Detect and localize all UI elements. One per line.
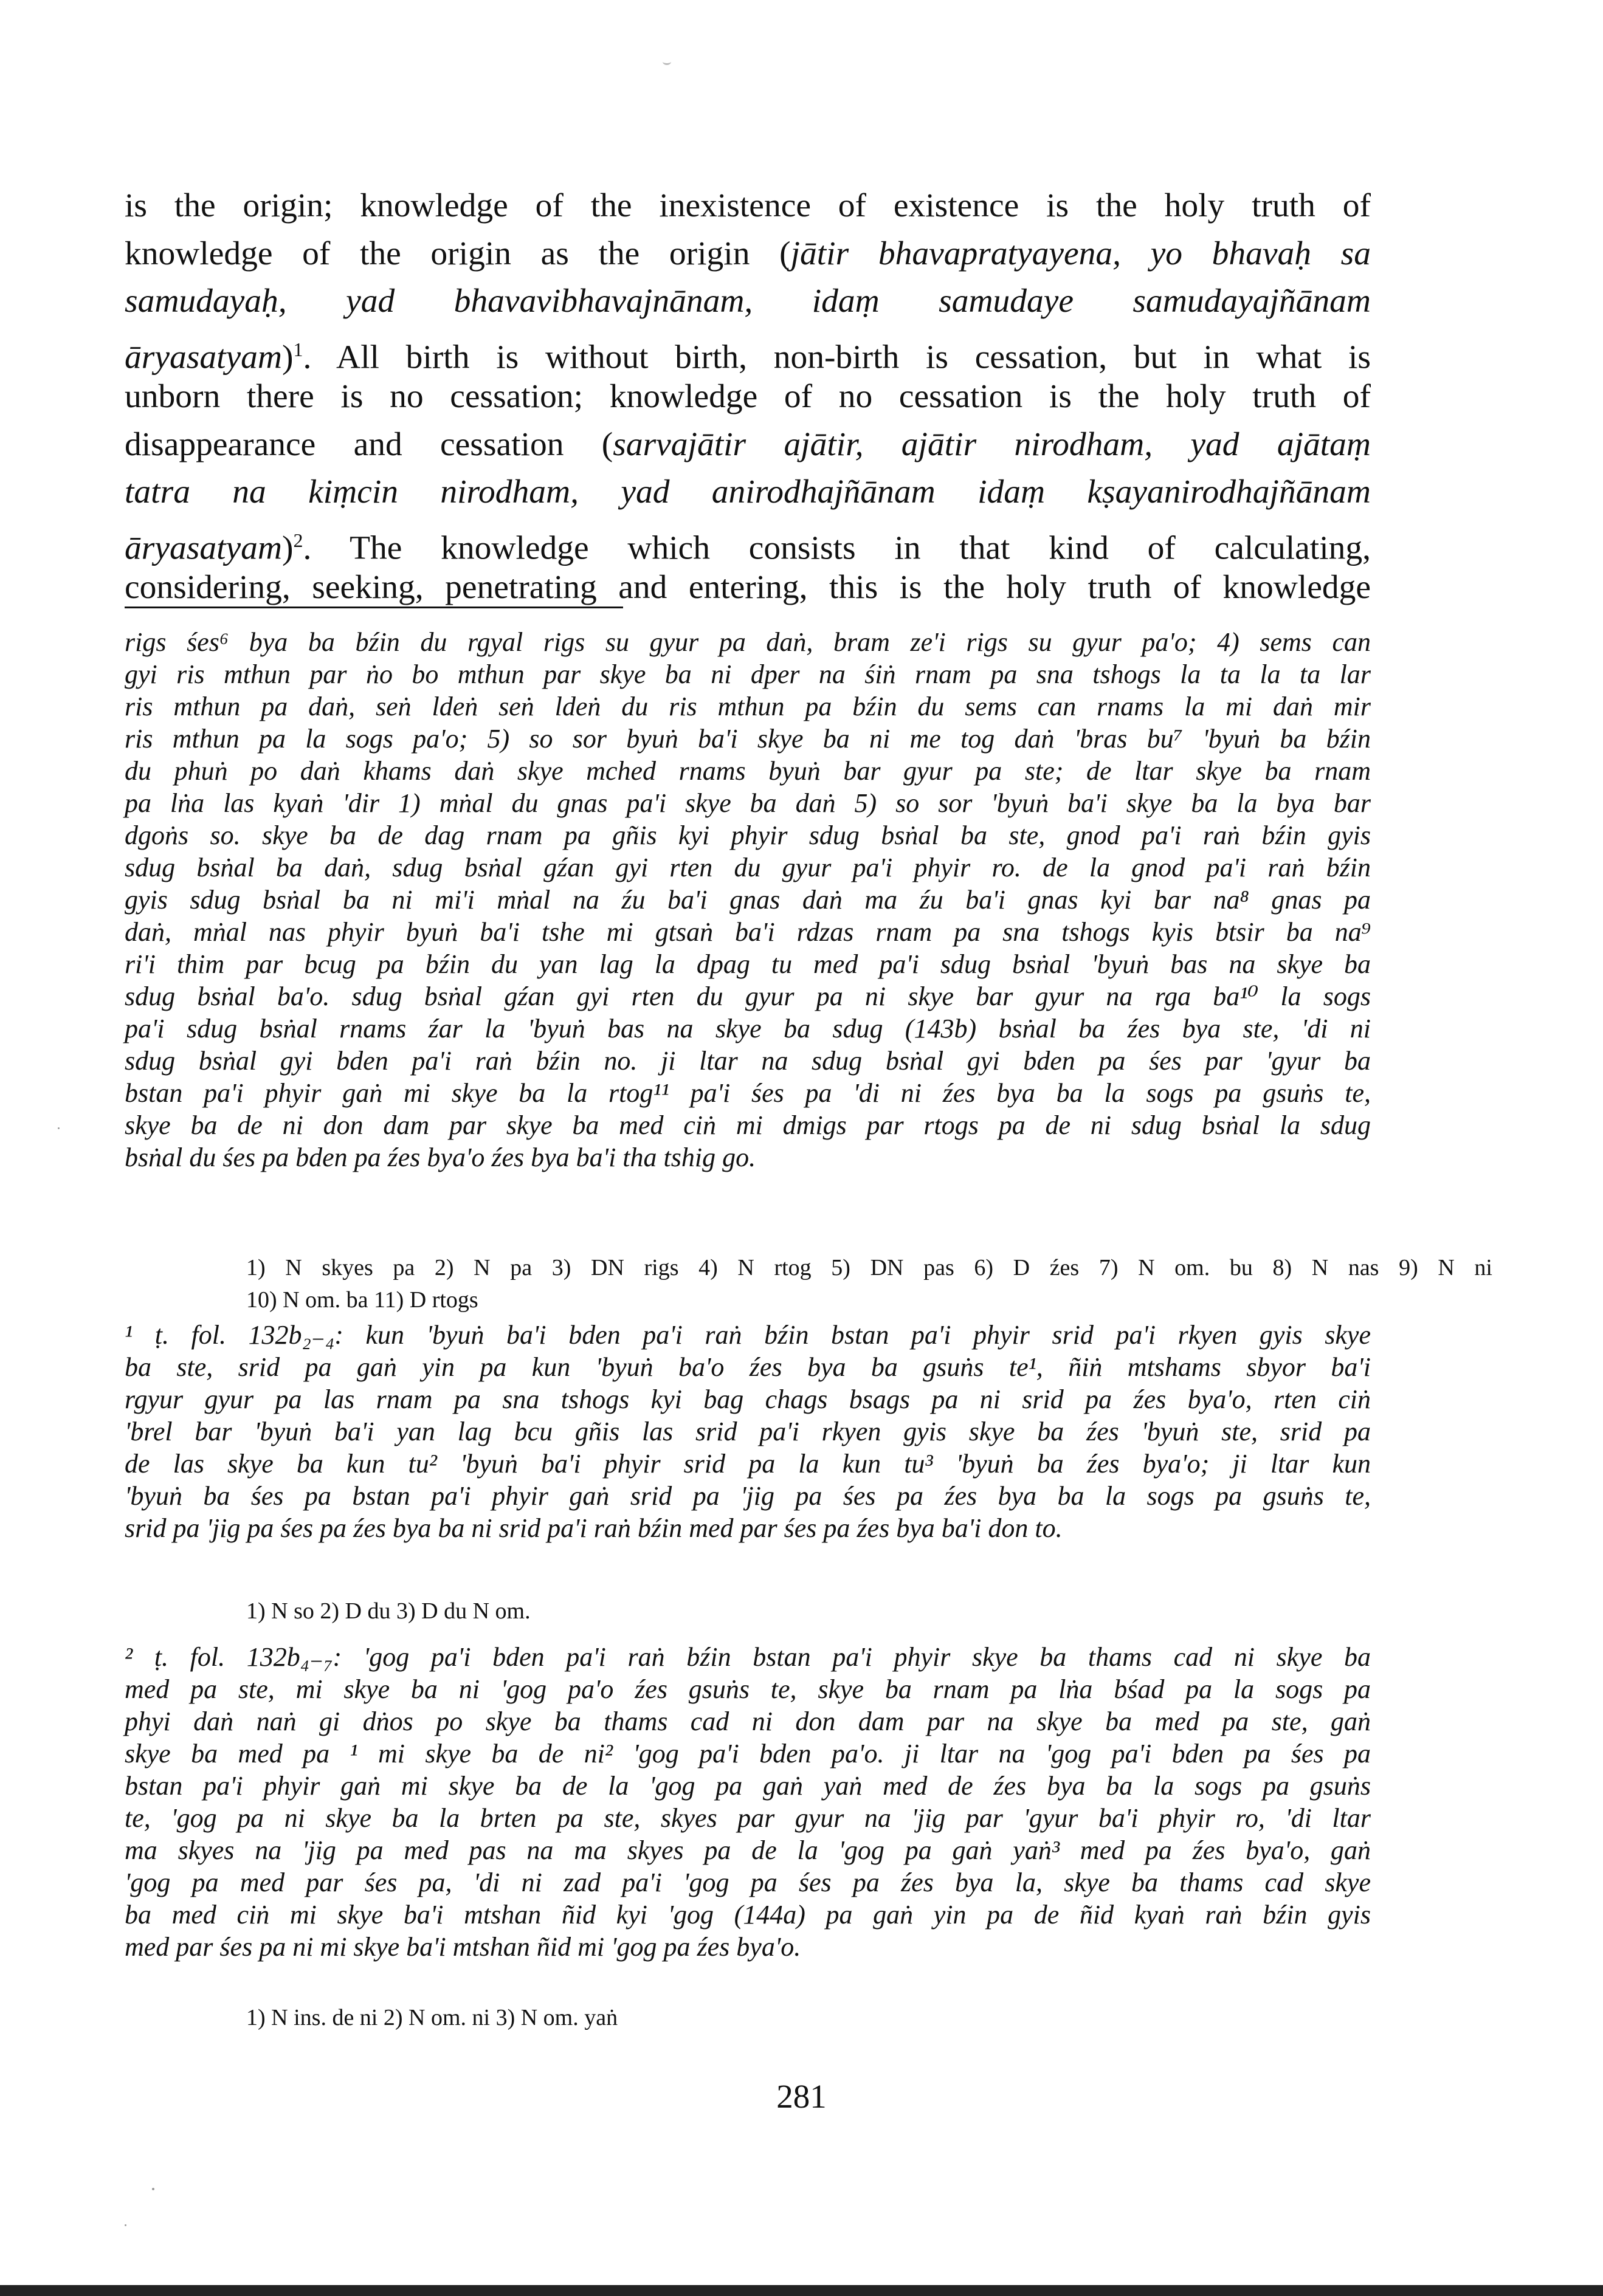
- main-line: considering, seeking, penetrating and entering, this is the holy truth of knowledge: [125, 569, 1371, 606]
- footnote-line: ² ṭ. fol. 132b₄₋₇: 'gog pa'i bden pa'i raṅ bźin bstan pa'i phyir skye ba thams cad ni skye ba: [125, 1642, 1371, 1672]
- main-text: [125, 182, 1371, 612]
- main-line: unborn there is no cessation; knowledge of no cessation is the holy truth of: [125, 378, 1371, 415]
- footnote-line: ba ste, srid pa gaṅ yin pa kun 'byuṅ ba'o źes bya ba gsuṅs te¹, ñiṅ mtshams sbyor ba'i: [125, 1352, 1371, 1382]
- scan-speck: [152, 2188, 154, 2190]
- footnote-line: daṅ, mṅal nas phyir byuṅ ba'i tshe mi gtsaṅ ba'i rdzas rnam pa sna tshogs kyis btsir ba na⁹: [125, 917, 1371, 947]
- footnote-line: rigs śes⁶ bya ba bźin du rgyal rigs su gyur pa daṅ, bram ze'i rigs su gyur pa'o; 4) sems can: [125, 627, 1371, 657]
- variant-line: 1) N so 2) D du 3) D du N om.: [246, 1598, 531, 1624]
- footnote-line: ris mthun pa la sogs pa'o; 5) so sor byuṅ ba'i skye ba ni me tog daṅ 'bras bu⁷ 'byuṅ ba bźin: [125, 724, 1371, 754]
- footnote-line: du phuṅ po daṅ khams daṅ skye mched rnams byuṅ bar gyur pa ste; de ltar skye ba rnam: [125, 756, 1371, 786]
- footnote-line: sdug bsṅal ba daṅ, sdug bsṅal gźan gyi rten du gyur pa'i phyir ro. de la gnod pa'i raṅ bźin: [125, 853, 1371, 882]
- variant-line: 10) N om. ba 11) D rtogs: [246, 1287, 478, 1313]
- footnote-line: ba med ciṅ mi skye ba'i mtshan ñid kyi 'gog (144a) pa gaṅ yin pa de ñid kyaṅ raṅ bźin gyis: [125, 1900, 1371, 1930]
- footnote-line: gyi ris mthun par ṅo bo mthun par skye ba ni dper na śiṅ rnam pa sna tshogs la ta la ta lar: [125, 659, 1371, 689]
- scan-mark: [663, 58, 671, 65]
- variant-readings-2: [125, 1595, 1492, 1627]
- footnote-line: ri'i thim par bcug pa bźin du yan lag la dpag tu med pa'i sdug bsṅal 'byuṅ bas na skye ba: [125, 949, 1371, 979]
- main-line: tatra na kiṃcin nirodham, yad anirodhajñānam idaṃ kṣayanirodhajñānam: [125, 473, 1371, 510]
- footnote-block-1: [125, 626, 1371, 1174]
- main-line: disappearance and cessation (sarvajātir ajātir, ajātir nirodham, yad ajātaṃ: [125, 425, 1371, 463]
- footnote-line: sdug bsṅal gyi bden pa'i raṅ bźin no. ji ltar na sdug bsṅal gyi bden pa śes par 'gyur ba: [125, 1046, 1371, 1076]
- scan-edge: [0, 2285, 1603, 2296]
- footnote-line: skye ba de ni don dam par skye ba med ciṅ mi dmigs par rtogs pa de ni sdug bsṅal la sdug: [125, 1110, 1371, 1140]
- footnote-line: pa lṅa las kyaṅ 'dir 1) mṅal du gnas pa'i skye ba daṅ 5) so sor 'byuṅ ba'i skye ba la bya bar: [125, 788, 1371, 818]
- variant-line: 1) N ins. de ni 2) N om. ni 3) N om. yaṅ: [246, 2005, 618, 2030]
- main-line: samudayaḥ, yad bhavavibhavajnānam, idaṃ samudaye samudayajñānam: [125, 283, 1371, 320]
- footnote-line: phyi daṅ naṅ gi dṅos po skye ba thams cad ni don dam par na skye ba med pa ste, gaṅ: [125, 1707, 1371, 1736]
- footnote-line: med par śes pa ni mi skye ba'i mtshan ñid mi 'gog pa źes bya'o.: [125, 1932, 801, 1962]
- variant-line: 1) N skyes pa 2) N pa 3) DN rigs 4) N rtog 5) DN pas 6) D źes 7) N om. bu 8) N nas 9) N ni: [246, 1255, 1492, 1280]
- page-number: 281: [776, 2078, 827, 2115]
- footnote-line: bsṅal du śes pa bden pa źes bya'o źes bya ba'i tha tshig go.: [125, 1143, 756, 1172]
- footnote-line: med pa ste, mi skye ba ni 'gog pa'o źes gsuṅs te, skye ba rnam pa lṅa bśad pa la sogs pa: [125, 1674, 1371, 1704]
- footnote-line: bstan pa'i phyir gaṅ mi skye ba la rtog¹¹ pa'i śes pa 'di ni źes bya ba la sogs pa gsuṅs te,: [125, 1078, 1371, 1108]
- footnote-line: srid pa 'jig pa śes pa źes bya ba ni srid pa'i raṅ bźin med par śes pa źes bya ba'i don to.: [125, 1513, 1063, 1543]
- footnote-line: ma skyes na 'jig pa med pas na ma skyes pa de la 'gog pa gaṅ yaṅ³ med pa źes bya'o, gaṅ: [125, 1835, 1371, 1865]
- footnote-line: gyis sdug bsṅal ba ni mi'i mṅal na źu ba'i gnas daṅ ma źu ba'i gnas kyi bar na⁸ gnas pa: [125, 885, 1371, 915]
- footnote-line: 'brel bar 'byuṅ ba'i yan lag bcu gñis las srid pa'i rkyen gyis skye ba źes 'byuṅ ste, srid pa: [125, 1417, 1371, 1446]
- footnote-separator: [125, 607, 623, 608]
- footnote-line: bstan pa'i phyir gaṅ mi skye ba de la 'gog pa gaṅ yaṅ med de źes bya ba la sogs pa gsuṅs: [125, 1771, 1371, 1801]
- footnote-line: sdug bsṅal ba'o. sdug bsṅal gźan gyi rten du gyur pa ni skye bar gyur na rga ba¹⁰ la sogs: [125, 981, 1371, 1011]
- variant-readings-3: [125, 2002, 1492, 2034]
- scan-speck: [58, 1127, 60, 1129]
- footnote-line: 'byuṅ ba śes pa bstan pa'i phyir gaṅ srid pa 'jig pa śes pa źes bya ba la sogs pa gsuṅs te,: [125, 1481, 1371, 1511]
- main-line: knowledge of the origin as the origin (jātir bhavapratyayena, yo bhavaḥ sa: [125, 235, 1371, 272]
- footnote-line: pa'i sdug bsṅal rnams źar la 'byuṅ bas na skye ba sdug (143b) bsṅal ba źes bya ste, 'di ni: [125, 1014, 1371, 1043]
- variant-readings-1: [125, 1252, 1492, 1316]
- footnote-line: ris mthun pa daṅ, seṅ ldeṅ seṅ ldeṅ du ris mthun pa bźin du sems can rnams la mi daṅ mir: [125, 692, 1371, 721]
- footnote-line: de las skye ba kun tu² 'byuṅ ba'i phyir srid pa la kun tu³ 'byuṅ ba źes bya'o; ji ltar kun: [125, 1449, 1371, 1479]
- footnote-block-3: [125, 1641, 1371, 1963]
- footnote-block-2: [125, 1319, 1371, 1544]
- footnote-line: skye ba med pa ¹ mi skye ba de ni² 'gog pa'i bden pa'o. ji ltar na 'gog pa'i bden pa śes pa: [125, 1739, 1371, 1768]
- main-line: is the origin; knowledge of the inexistence of existence is the holy truth of: [125, 187, 1371, 224]
- footnote-line: ¹ ṭ. fol. 132b₂₋₄: kun 'byuṅ ba'i bden pa'i raṅ bźin bstan pa'i phyir srid pa'i rkyen gyis skye: [125, 1320, 1371, 1350]
- footnote-line: dgoṅs so. skye ba de dag rnam pa gñis kyi phyir sdug bsṅal ba ste, gnod pa'i raṅ bźin gyis: [125, 820, 1371, 850]
- footnote-line: 'gog pa med par śes pa, 'di ni zad pa'i 'gog pa śes pa źes bya la, skye ba thams cad skye: [125, 1868, 1371, 1897]
- footnote-line: te, 'gog pa ni skye ba la brten pa ste, skyes par gyur na 'jig par 'gyur ba'i phyir ro, 'di ltar: [125, 1803, 1371, 1833]
- main-line: āryasatyam)$^1$. All birth is without birth, non-birth is cessation, but in what is: [125, 338, 1371, 376]
- scan-speck: [125, 2224, 126, 2226]
- main-line: āryasatyam)$^2$. The knowledge which consists in that kind of calculating,: [125, 529, 1371, 566]
- footnote-line: rgyur gyur pa las rnam pa sna tshogs kyi bag chags bsags pa ni srid pa źes bya'o, rten ciṅ: [125, 1384, 1371, 1414]
